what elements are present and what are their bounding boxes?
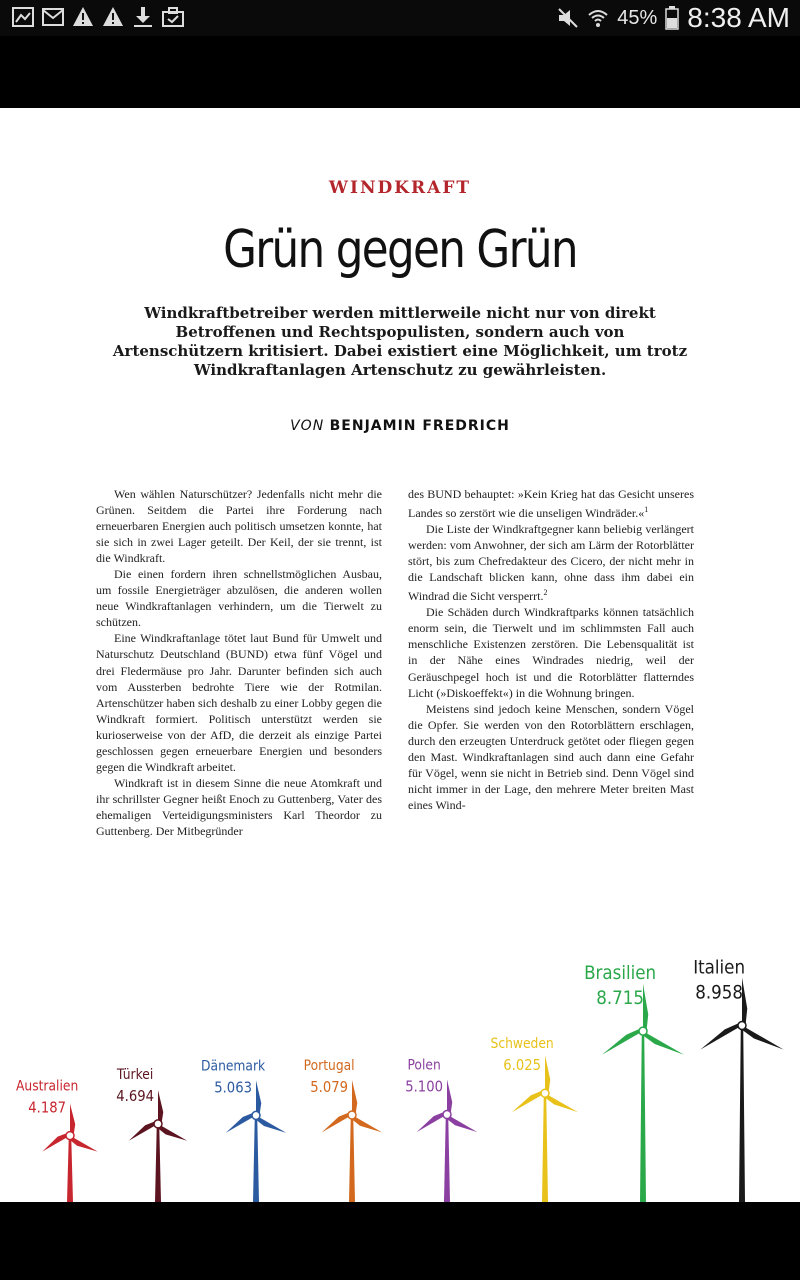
status-right — [557, 2, 790, 34]
turbine-blade-dnemark — [256, 1080, 261, 1115]
turbine-blade-portugal — [352, 1080, 357, 1115]
country-label-polen: Polen — [407, 1057, 441, 1074]
footnote-ref[interactable]: 1 — [644, 505, 649, 515]
battery-percent: 45% — [617, 6, 658, 29]
work-briefcase-icon — [162, 6, 184, 28]
section-kicker: WINDKRAFT — [328, 178, 472, 198]
download-icon — [132, 6, 154, 28]
turbine-hub-dnemark — [252, 1111, 260, 1119]
paragraph: des BUND behauptet: »Kein Krieg hat das Gesicht unseres Landes so zerstört wie die unseligen Windräder.«$^1$ — [408, 487, 694, 521]
turbine-hub-polen — [443, 1111, 451, 1119]
notification-icons — [12, 6, 184, 28]
paragraph: Die Schäden durch Windkraftparks können tatsächlich enorm sein, die Tierwelt und im schlimmsten Fall auch menschliche Existenzen zerstören. Die Lebensqualität ist in der Nähe eines Windrades niedrig, weil der Geräuschpegel hoch ist und die Rotorblätter flatterndes Licht (»Diskoeffekt«) in die Wohnung bringen. — [408, 605, 694, 700]
article-subhead: Windkraftbetreiber werden mittlerweile nicht nur von direkt Betroffenen und Rechtspopulisten, sondern auch von Artenschützern kritisiert. Dabei existiert eine Möglichkeit, um trotz Windkraftanlagen Artenschutz zu gewährleisten. — [112, 304, 688, 379]
turbine-hub-australien — [66, 1132, 74, 1140]
turbine-tower-australien — [67, 1136, 73, 1202]
turbine-hub-schweden — [541, 1089, 549, 1097]
value-label-schweden: 6.025 — [503, 1057, 541, 1075]
paragraph: Die einen fordern ihren schnellstmöglichen Ausbau, um fossile Energieträger abzulösen, die anderen wollen neue Windkraftanlagen verhindern, um die Tierwelt zu schützen. — [96, 567, 382, 630]
turbine-tower-brasilien — [640, 1031, 646, 1202]
battery-icon — [665, 6, 679, 30]
clock: 8:38 AM — [687, 2, 790, 33]
country-label-trkei: Türkei — [116, 1067, 154, 1084]
article-headline: Grün gegen Grün — [223, 220, 577, 280]
mute-icon — [557, 7, 579, 29]
turbine-tower-dnemark — [253, 1115, 259, 1202]
turbine-blade-brasilien — [641, 1031, 684, 1055]
navigation-bar — [0, 1202, 800, 1280]
country-label-italien: Italien — [693, 956, 746, 979]
turbine-tower-italien — [739, 1026, 745, 1202]
article-column-right — [408, 486, 694, 813]
country-label-dnemark: Dänemark — [201, 1058, 266, 1075]
turbine-tower-portugal — [349, 1115, 355, 1202]
turbine-tower-polen — [444, 1115, 450, 1202]
byline-author: BENJAMIN FREDRICH — [329, 418, 510, 434]
value-label-trkei: 4.694 — [116, 1088, 154, 1106]
gmail-notification-icon — [42, 6, 64, 28]
footnote-ref[interactable]: 2 — [543, 588, 548, 598]
warning-icon — [102, 6, 124, 28]
turbine-blade-trkei — [158, 1090, 163, 1124]
turbine-hub-portugal — [348, 1111, 356, 1119]
country-label-australien: Australien — [15, 1078, 79, 1095]
turbine-blade-brasilien — [602, 1028, 643, 1055]
turbine-blade-italien — [700, 1022, 742, 1049]
byline — [0, 418, 800, 434]
value-label-italien: 8.958 — [695, 981, 744, 1004]
article-column-left — [96, 486, 382, 839]
turbine-tower-schweden — [542, 1093, 548, 1202]
wind-turbine-chart — [0, 948, 800, 1202]
paragraph: Meistens sind jedoch keine Menschen, sondern Vögel die Opfer. Sie werden von den Rotorblättern erschlagen, durch den erzeugten Unterdruck getötet oder fliegen gegen den Mast. Windkraftanlagen sind auch dann eine Gefahr für Vögel, wenn sie nicht in Betrieb sind. Denn Vögel sind nicht immer in der Lage, den mehrere Meter breiten Mast eines Wind- — [408, 701, 694, 812]
paragraph: Wen wählen Naturschützer? Jedenfalls nicht mehr die Grünen. Seitdem die Partei ihre Forderung nach erneuerbaren Energien auch politisch umsetzen konnte, hat sie sich in zwei Lager geteilt. Der Keil, der sie trennt, ist die Windkraft. — [96, 487, 382, 566]
turbine-hub-trkei — [154, 1120, 162, 1128]
paragraph: Windkraft ist in diesem Sinne die neue Atomkraft und ihr schrillster Gegner heißt Enoch zu Guttenberg, Vater des ehemaligen Verteidigungsministers Karl Theordor zu Guttenberg. Der Mitbegründer — [96, 775, 382, 838]
turbine-hub-italien — [738, 1022, 746, 1030]
country-label-schweden: Schweden — [490, 1036, 554, 1053]
turbine-blade-italien — [740, 1026, 783, 1050]
turbine-blade-australien — [70, 1104, 75, 1136]
country-label-portugal: Portugal — [303, 1058, 355, 1075]
status-bar — [0, 0, 800, 36]
value-label-polen: 5.100 — [405, 1078, 443, 1096]
turbine-hub-brasilien — [639, 1027, 647, 1035]
byline-prefix: VON — [290, 418, 325, 434]
turbine-blade-schweden — [545, 1055, 550, 1093]
paragraph: Die Liste der Windkraftgegner kann beliebig verlängert werden: vom Anwohner, der sich am Lärm der Rotorblätter stört, bis zum Chefredakteur des Cicero, der nicht mehr in die Landschaft blicken kann, ohne dass ihm dabei ein Windrad die Sicht versperrt.$^2$ — [408, 522, 694, 604]
value-label-australien: 4.187 — [28, 1099, 66, 1117]
value-label-dnemark: 5.063 — [214, 1079, 252, 1097]
warning-icon — [72, 6, 94, 28]
value-label-portugal: 5.079 — [310, 1079, 348, 1097]
image-notification-icon — [12, 6, 34, 28]
value-label-brasilien: 8.715 — [596, 987, 645, 1010]
magazine-page[interactable] — [0, 108, 800, 1202]
country-label-brasilien: Brasilien — [584, 962, 657, 985]
turbine-blade-polen — [447, 1079, 452, 1114]
turbine-blade-schweden — [512, 1090, 545, 1112]
turbine-tower-trkei — [155, 1124, 161, 1202]
wifi-icon — [587, 7, 609, 29]
paragraph: Eine Windkraftanlage tötet laut Bund für Umwelt und Naturschutz Deutschland (BUND) etwa fünf Vögel und drei Fledermäuse pro Jahr. Darunter befinden sich auch vom Aussterben bedrohte Tiere wie der Rotmilan. Artenschützer haben sich deshalb zu einer Lobby gegen die Windkraft formiert. Politisch unterstützt werden sie kurioserweise von der AfD, die derzeit als einzige Partei geschlossen gegen erneuerbare Energien und besonders gegen die Windkraft arbeitet. — [96, 631, 382, 774]
